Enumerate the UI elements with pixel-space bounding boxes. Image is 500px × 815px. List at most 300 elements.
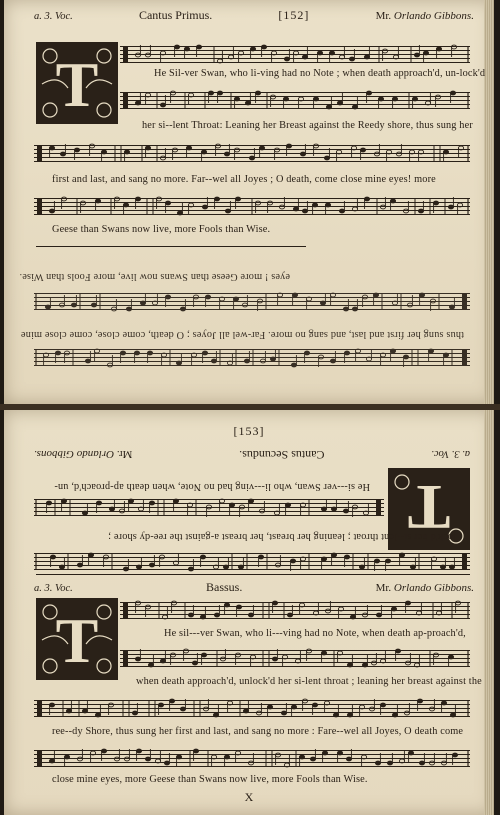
- page-number: [152]: [278, 8, 310, 22]
- note-head: [362, 663, 367, 667]
- note-head: [238, 565, 243, 569]
- note-head: [410, 565, 415, 569]
- note-head: [242, 303, 247, 307]
- note-head: [416, 611, 421, 615]
- note-head: [344, 351, 349, 355]
- note-head: [188, 93, 193, 97]
- note-head: [275, 753, 280, 757]
- divider-rule: [36, 574, 470, 575]
- note-head: [124, 150, 129, 154]
- note-head: [183, 649, 188, 653]
- clef-icon: [37, 750, 42, 766]
- lyric-line: He si---ver Swan, who li---ving had no Note, when death ap-proach'd, un-: [54, 481, 370, 492]
- note-head: [436, 611, 441, 615]
- note-head: [180, 707, 185, 711]
- note-head: [88, 553, 93, 557]
- note-head: [366, 91, 371, 95]
- note-head: [450, 91, 455, 95]
- note-head: [159, 555, 164, 559]
- note-head: [386, 150, 391, 154]
- note-head: [322, 751, 327, 755]
- note-head: [450, 713, 455, 717]
- note-head: [187, 503, 192, 507]
- note-head: [339, 55, 344, 59]
- page-number: [153]: [233, 424, 265, 438]
- note-head: [362, 613, 367, 617]
- note-head: [160, 103, 165, 107]
- note-head: [380, 205, 385, 209]
- note-head: [275, 563, 280, 567]
- note-head: [364, 197, 369, 201]
- note-head: [272, 601, 277, 605]
- note-head: [135, 197, 140, 201]
- note-head: [374, 152, 379, 156]
- note-head: [160, 156, 165, 160]
- note-head: [371, 661, 376, 665]
- note-head: [171, 601, 176, 605]
- music-staff: [34, 292, 470, 310]
- note-head: [85, 359, 90, 363]
- page-header: [34, 580, 474, 598]
- clef-icon: [376, 500, 381, 516]
- part-name: Cantus Primus.: [138, 8, 213, 22]
- note-head: [61, 197, 66, 201]
- note-head: [228, 55, 233, 59]
- note-head: [339, 209, 344, 213]
- note-head: [380, 703, 385, 707]
- note-head: [225, 209, 230, 213]
- note-head: [229, 503, 234, 507]
- note-head: [236, 605, 241, 609]
- note-head: [219, 499, 224, 503]
- note-head: [136, 565, 141, 569]
- note-head: [164, 761, 169, 765]
- note-head: [126, 307, 131, 311]
- note-head: [312, 703, 317, 707]
- note-head: [109, 507, 114, 511]
- note-head: [248, 499, 253, 503]
- note-head: [299, 755, 304, 759]
- note-head: [324, 701, 329, 705]
- note-head: [351, 146, 356, 150]
- note-head: [95, 713, 100, 717]
- note-head: [101, 150, 106, 154]
- note-head: [184, 47, 189, 51]
- note-head: [399, 759, 404, 763]
- note-head: [224, 755, 229, 759]
- note-head: [123, 567, 128, 571]
- note-head: [234, 97, 239, 101]
- note-head: [274, 148, 279, 152]
- note-head: [352, 307, 357, 311]
- ornamental-initial: [36, 42, 118, 124]
- note-head: [59, 565, 64, 569]
- note-head: [148, 663, 153, 667]
- note-head: [458, 146, 463, 150]
- note-head: [186, 146, 191, 150]
- note-head: [103, 555, 108, 559]
- note-head: [77, 757, 82, 761]
- note-head: [123, 203, 128, 207]
- note-head: [220, 657, 225, 661]
- note-head: [64, 755, 69, 759]
- note-head: [270, 95, 275, 99]
- clef-icon: [462, 554, 467, 570]
- note-head: [161, 353, 166, 357]
- note-head: [255, 91, 260, 95]
- note-head: [390, 199, 395, 203]
- note-head: [233, 297, 238, 301]
- note-head: [271, 51, 276, 55]
- note-head: [259, 509, 264, 513]
- note-head: [320, 301, 325, 305]
- clef-icon: [462, 350, 467, 366]
- note-head: [403, 355, 408, 359]
- note-head: [274, 511, 279, 515]
- note-head: [94, 349, 99, 353]
- note-head: [170, 653, 175, 657]
- lyric-line: He Sil-ver Swan, who li-ving had no Note ; when death approach'd, un-lock'd: [154, 68, 486, 79]
- note-head: [149, 563, 154, 567]
- note-head: [267, 705, 272, 709]
- note-head: [373, 293, 378, 297]
- note-head: [448, 655, 453, 659]
- note-head: [250, 655, 255, 659]
- note-head: [457, 203, 462, 207]
- note-head: [244, 359, 249, 363]
- composer: Mr. Orlando Gibbons.: [375, 582, 474, 594]
- note-head: [45, 305, 50, 309]
- note-head: [147, 351, 152, 355]
- clef-icon: [37, 700, 42, 716]
- note-head: [202, 351, 207, 355]
- notes: [34, 194, 470, 218]
- note-head: [267, 201, 272, 205]
- page-edge: [484, 410, 494, 815]
- note-head: [282, 655, 287, 659]
- note-head: [91, 303, 96, 307]
- note-head: [310, 757, 315, 761]
- note-head: [405, 601, 410, 605]
- note-head: [203, 707, 208, 711]
- note-head: [223, 565, 228, 569]
- note-head: [160, 659, 165, 663]
- note-head: [64, 351, 69, 355]
- note-head: [407, 303, 412, 307]
- initial-letter: T: [55, 49, 99, 120]
- note-head: [352, 105, 357, 109]
- note-head: [235, 197, 240, 201]
- note-head: [318, 355, 323, 359]
- note-head: [217, 91, 222, 95]
- note-head: [419, 293, 424, 297]
- note-head: [255, 201, 260, 205]
- note-head: [193, 749, 198, 753]
- note-head: [180, 307, 185, 311]
- notes: [34, 696, 470, 720]
- note-head: [257, 299, 262, 303]
- note-head: [344, 555, 349, 559]
- lyric-line: her si--lent Throat: Leaning her Breast against the Reedy shore, thus sung her: [142, 120, 473, 131]
- note-head: [136, 749, 141, 753]
- notes: [120, 646, 470, 670]
- note-head: [239, 505, 244, 509]
- note-head: [343, 307, 348, 311]
- note-head: [313, 144, 318, 148]
- page-edge: [484, 0, 494, 404]
- note-head: [49, 703, 54, 707]
- note-head: [291, 705, 296, 709]
- note-head: [376, 613, 381, 617]
- lyric-line: thus sung her first and last, and sang no more. Far-wel all Joyes ; O death, come close, come close mine: [20, 329, 464, 340]
- note-head: [392, 97, 397, 101]
- note-head: [306, 297, 311, 301]
- ornamental-initial: T: [388, 468, 470, 550]
- note-head: [132, 711, 137, 715]
- lyric-line: ree--dy Shore, thus sung her first and last, and sang no more : Fare--wel all Joyes, O death come: [52, 726, 464, 737]
- note-head: [224, 603, 229, 607]
- note-head: [393, 55, 398, 59]
- note-head: [200, 615, 205, 619]
- note-head: [366, 357, 371, 361]
- note-head: [259, 146, 264, 150]
- notes: [34, 346, 470, 370]
- note-head: [162, 615, 167, 619]
- lyric-line: when death approach'd, unlock'd her si-lent throat ; leaning her breast against the: [136, 676, 482, 687]
- voice-count: a. 3. Voc.: [34, 583, 73, 594]
- note-head: [158, 703, 163, 707]
- clef-icon: [123, 92, 128, 108]
- note-head: [380, 659, 385, 663]
- note-head: [248, 761, 253, 765]
- clef-icon: [462, 294, 467, 310]
- initial-letter: T: [55, 605, 99, 676]
- clef-icon: [37, 145, 42, 161]
- music-staff: [34, 145, 470, 163]
- note-head: [300, 503, 305, 507]
- note-head: [352, 505, 357, 509]
- mirrored-verso: [19, 250, 470, 370]
- note-head: [418, 209, 423, 213]
- note-head: [360, 148, 365, 152]
- note-head: [82, 709, 87, 713]
- note-head: [441, 701, 446, 705]
- music-staff: [34, 750, 470, 768]
- note-head: [418, 150, 423, 154]
- note-head: [337, 651, 342, 655]
- note-head: [325, 609, 330, 613]
- note-head: [390, 349, 395, 353]
- note-head: [359, 705, 364, 709]
- note-head: [238, 51, 243, 55]
- note-head: [172, 148, 177, 152]
- note-head: [295, 659, 300, 663]
- note-head: [321, 651, 326, 655]
- music-staff: [34, 700, 470, 718]
- note-head: [140, 301, 145, 305]
- note-head: [235, 751, 240, 755]
- note-head: [369, 707, 374, 711]
- note-head: [362, 295, 367, 299]
- note-head: [286, 144, 291, 148]
- note-head: [428, 349, 433, 353]
- note-head: [128, 499, 133, 503]
- note-head: [149, 501, 154, 505]
- note-head: [49, 146, 54, 150]
- note-head: [55, 351, 60, 355]
- note-head: [382, 49, 387, 53]
- note-head: [313, 611, 318, 615]
- note-head: [321, 557, 326, 561]
- note-head: [96, 501, 101, 505]
- note-head: [188, 567, 193, 571]
- note-head: [364, 55, 369, 59]
- note-head: [114, 197, 119, 201]
- note-head: [272, 657, 277, 661]
- note-head: [213, 565, 218, 569]
- note-head: [192, 661, 197, 665]
- note-head: [429, 761, 434, 765]
- notes: [34, 141, 470, 165]
- clef-icon: [123, 602, 128, 618]
- note-head: [193, 295, 198, 299]
- note-head: [260, 359, 265, 363]
- note-head: [120, 351, 125, 355]
- note-head: [114, 757, 119, 761]
- note-head: [387, 761, 392, 765]
- notes: [34, 550, 470, 574]
- note-head: [205, 295, 210, 299]
- note-head: [243, 709, 248, 713]
- note-head: [414, 53, 419, 57]
- note-head: [160, 51, 165, 55]
- note-head: [173, 561, 178, 565]
- lyric-line: Geese than Swans now live, more Fools than Wise.: [52, 224, 271, 235]
- note-head: [169, 699, 174, 703]
- note-head: [256, 711, 261, 715]
- note-head: [250, 47, 255, 51]
- note-head: [188, 613, 193, 617]
- note-head: [338, 607, 343, 611]
- note-head: [419, 761, 424, 765]
- note-head: [61, 499, 66, 503]
- note-head: [293, 51, 298, 55]
- lyric-line: eyes ! more Geese than Swans now live, more Fools than Wise.: [19, 271, 290, 282]
- note-head: [208, 91, 213, 95]
- note-head: [414, 663, 419, 667]
- note-head: [412, 97, 417, 101]
- note-head: [355, 349, 360, 353]
- note-head: [43, 353, 48, 357]
- note-head: [277, 293, 282, 297]
- note-head: [302, 699, 307, 703]
- note-head: [300, 152, 305, 156]
- note-head: [279, 205, 284, 209]
- note-head: [145, 93, 150, 97]
- page-153: [4, 410, 494, 815]
- note-head: [374, 559, 379, 563]
- note-head: [50, 555, 55, 559]
- note-head: [90, 751, 95, 755]
- note-head: [417, 699, 422, 703]
- note-head: [449, 565, 454, 569]
- note-head: [378, 97, 383, 101]
- note-head: [324, 156, 329, 160]
- notes: [120, 88, 470, 112]
- note-head: [165, 295, 170, 299]
- lyric-line: He sil---ver Swan, who li---ving had no Note, when death ap-proach'd,: [164, 628, 466, 639]
- music-staff: [34, 348, 470, 366]
- note-head: [145, 53, 150, 57]
- note-head: [312, 203, 317, 207]
- note-head: [71, 303, 76, 307]
- page-header: a. 3. Voc. Cantus Secundus. Mr. Orlando Gibbons.: [34, 448, 470, 462]
- note-head: [313, 97, 318, 101]
- note-head: [217, 59, 222, 63]
- note-head: [337, 101, 342, 105]
- note-head: [170, 91, 175, 95]
- note-head: [214, 613, 219, 617]
- note-head: [270, 357, 275, 361]
- note-head: [176, 361, 181, 365]
- note-head: [138, 507, 143, 511]
- note-head: [430, 299, 435, 303]
- notes: [34, 496, 384, 520]
- note-head: [298, 97, 303, 101]
- note-head: [101, 749, 106, 753]
- note-head: [396, 152, 401, 156]
- note-head: [206, 505, 211, 509]
- note-head: [331, 553, 336, 557]
- note-head: [235, 653, 240, 657]
- note-head: [292, 293, 297, 297]
- part-name: Bassus.: [206, 580, 243, 594]
- music-staff: [34, 198, 470, 216]
- music-staff: [120, 650, 470, 668]
- note-head: [349, 57, 354, 61]
- note-head: [108, 703, 113, 707]
- note-head: [304, 351, 309, 355]
- note-head: [176, 755, 181, 759]
- note-head: [191, 353, 196, 357]
- note-head: [448, 205, 453, 209]
- note-head: [74, 148, 79, 152]
- note-head: [441, 761, 446, 765]
- note-head: [213, 713, 218, 717]
- note-head: [443, 150, 448, 154]
- note-head: [293, 207, 298, 211]
- note-head: [325, 203, 330, 207]
- note-head: [177, 211, 182, 215]
- note-head: [49, 759, 54, 763]
- note-head: [433, 653, 438, 657]
- note-head: [174, 45, 179, 49]
- lyric-line: lock'd her si--lent throat ; leaning her breast, her breast a-gainst the ree-dy shore ;: [108, 531, 456, 542]
- note-head: [443, 353, 448, 357]
- note-head: [385, 559, 390, 563]
- note-head: [283, 97, 288, 101]
- note-head: [119, 509, 124, 513]
- note-head: [331, 507, 336, 511]
- note-head: [399, 553, 404, 557]
- note-head: [188, 203, 193, 207]
- note-head: [350, 615, 355, 619]
- note-head: [135, 53, 140, 57]
- music-staff: [120, 46, 470, 64]
- note-head: [375, 761, 380, 765]
- lyric-line: first and last, and sang no more. Far--wel all Joyes ; O death, come close mine eyes! more: [52, 174, 436, 185]
- note-head: [321, 507, 326, 511]
